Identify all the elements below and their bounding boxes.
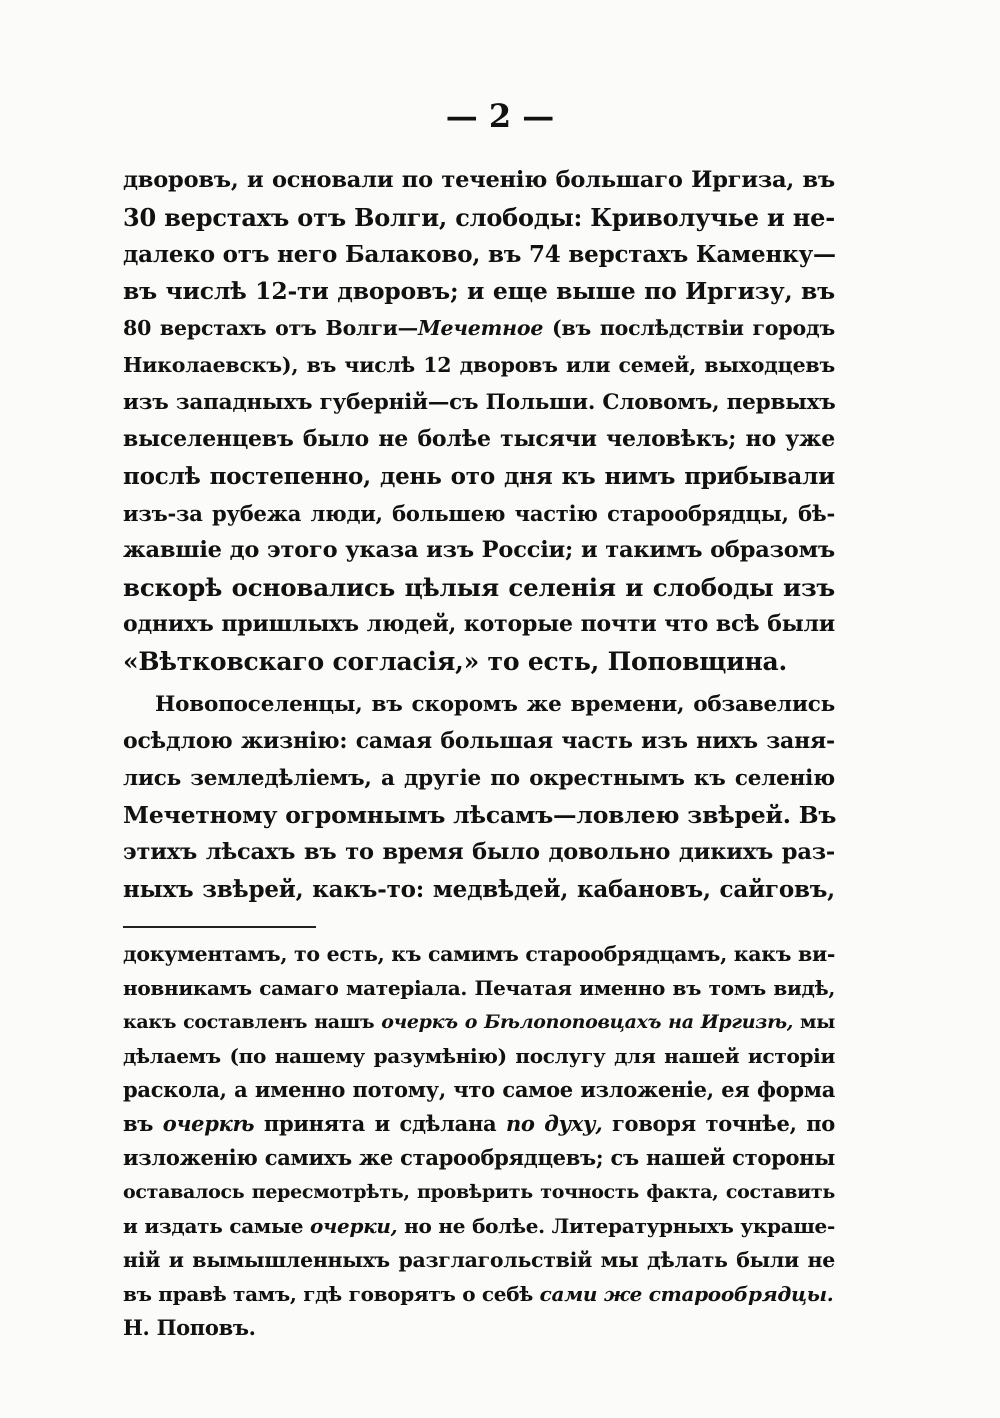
text-run: (въ послѣдствіи городъ [543,316,835,340]
text-line: изъ западныхъ губерній—съ Польши. Словомъ, первыхъ [123,390,836,415]
text-line: жавшіе до этого указа изъ Россіи; и такимъ образомъ [123,537,835,563]
text-line: въ числѣ 12-ти дворовъ; и еще выше по Иргизу, въ [123,277,835,305]
italic-place-name: Мечетное [417,316,544,340]
page-number: — 2 — [445,97,555,135]
footnote-line [123,1107,835,1141]
text-line: осѣдлою жизнію: самая большая часть изъ нихъ заня- [123,728,835,754]
italic-word: очеркѣ [162,1111,255,1136]
footnote-line: оставалось пересмотрѣть, провѣрить точность факта, составить [123,1181,835,1203]
paragraph-2 [123,686,835,908]
text-line: 30 верстахъ отъ Волги, слободы: Криволучье и не- [123,203,835,232]
text-run: въ [123,1111,163,1136]
footnote-divider [123,926,316,928]
text-run: 80 верстахъ отъ Волги— [123,316,418,340]
text-line: вскорѣ основались цѣлыя селенія и слободы изъ [123,573,835,602]
text-line: выселенцевъ было не болѣе тысячи человѣкъ; но уже [123,426,835,452]
footnote-line: раскола, а именно потому, что самое изложеніе, ея форма [123,1077,835,1102]
text-run: но не болѣе. Литературныхъ украше- [397,1214,835,1238]
footnote-signature: Н. Поповъ. [123,1315,256,1340]
footnote-line: изложенію самихъ же старообрядцевъ; съ нашей стороны [123,1145,835,1170]
text-line: однихъ пришлыхъ людей, которые почти что всѣ были [123,611,835,637]
text-line: ныхъ звѣрей, какъ-то: медвѣдей, кабановъ, сайговъ, [123,876,835,903]
paragraph-1 [123,162,835,680]
text-line: Мечетному огромнымъ лѣсамъ—ловлею звѣрей. Въ [123,801,837,829]
text-line: Николаевскъ), въ числѣ 12 дворовъ или семей, выходцевъ [123,353,835,377]
text-line: далеко отъ него Балаково, въ 74 верстахъ Каменку— [123,241,836,268]
text-line: дворовъ, и основали по теченію большаго Иргиза, въ [123,167,835,193]
text-line: изъ-за рубежа люди, большею частію старообрядцы, бѣ- [123,501,835,526]
italic-word: очерки, [310,1214,398,1238]
italic-phrase: сами же старообрядцы. [539,1282,834,1306]
footnote-line [123,1005,835,1039]
footnote-line: дѣлаемъ (по нашему разумѣнію) послугу для нашей исторіи [123,1044,835,1068]
text-run: въ правѣ тамъ, гдѣ говорятъ о себѣ [123,1282,540,1306]
text-line: этихъ лѣсахъ въ то время было довольно дикихъ раз- [123,839,835,865]
footnote-line: новникамъ самаго матеріала. Печатая именно въ томъ видѣ, [123,976,835,1000]
text-run: и издать самые [123,1214,310,1238]
text-run: мы [793,1011,836,1033]
text-run: принята и сдѣлана [254,1111,506,1136]
footnote-line: документамъ, то есть, къ самимъ старообрядцамъ, какъ ви- [123,942,836,966]
text-line [123,310,835,347]
italic-word: по духу, [505,1111,603,1136]
footnote-line [123,1277,835,1311]
footnote-line: ній и вымышленныхъ разглагольствій мы дѣлать были не [123,1248,835,1272]
text-line: лись земледѣліемъ, а другіе по окрестнымъ къ селенію [123,766,835,791]
italic-title: очеркъ о Бѣлопоповцахъ на Иргизѣ, [381,1011,794,1033]
text-line: Новопоселенцы, въ скоромъ же времени, обзавелись [155,692,835,717]
text-line: послѣ постепенно, день ото дня къ нимъ прибывали [123,463,835,490]
text-run: говоря точнѣе, по [602,1111,835,1136]
text-line: «Вѣтковскаго согласія,» то есть, Поповщина. [123,647,788,676]
text-run: какъ составленъ нашъ [123,1011,382,1033]
main-text [123,162,835,908]
footnote [123,937,835,1345]
footnote-line [123,1209,835,1243]
